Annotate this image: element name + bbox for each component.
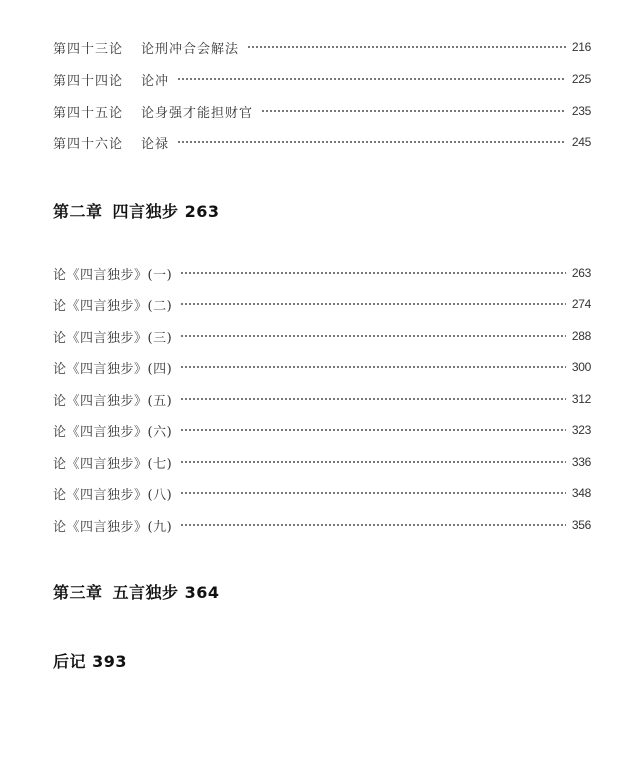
- dot-leader: [180, 460, 566, 464]
- afterword-page: 393: [92, 652, 127, 671]
- toc-entry-page: 263: [571, 266, 591, 280]
- toc-entry[interactable]: [53, 356, 591, 378]
- toc-entry[interactable]: [53, 325, 591, 347]
- toc-entry-title: 论身强才能担财官: [141, 105, 254, 121]
- toc-entry-page: 323: [571, 423, 591, 437]
- toc-entry-title: 论《四言独步》(八): [53, 487, 173, 503]
- toc-entry[interactable]: [53, 451, 591, 473]
- dot-leader: [177, 140, 566, 144]
- toc-entry-page: 274: [571, 297, 591, 311]
- toc-entry-title: 论《四言独步》(六): [53, 424, 173, 440]
- toc-entry[interactable]: [53, 419, 591, 441]
- toc-entry-title: 论《四言独步》(一): [53, 267, 173, 283]
- toc-entry-number: 第四十四论: [53, 73, 124, 89]
- toc-entry[interactable]: [53, 388, 591, 410]
- toc-entry[interactable]: [53, 293, 591, 315]
- toc-entry-page: 300: [571, 360, 591, 374]
- chapter-page: 364: [184, 583, 220, 602]
- toc-entry-page: 336: [571, 455, 591, 469]
- toc-entry-title: 论冲: [141, 73, 170, 89]
- dot-leader: [180, 365, 566, 369]
- toc-entry-page: 245: [571, 135, 591, 149]
- afterword-heading[interactable]: [53, 649, 127, 672]
- chapter-title: 四言独步: [112, 202, 179, 221]
- toc-entry-page: 288: [571, 329, 591, 343]
- toc-entry-number: 第四十六论: [53, 136, 124, 152]
- toc-entry-page: 312: [571, 392, 591, 406]
- toc-entry-title: 论《四言独步》(九): [53, 519, 173, 535]
- toc-entry-page: 216: [571, 40, 591, 54]
- dot-leader: [247, 45, 566, 49]
- dot-leader: [177, 77, 566, 81]
- toc-entry-title: 论《四言独步》(三): [53, 330, 173, 346]
- chapter-label: 第二章: [53, 202, 103, 221]
- toc-entry-title: 论禄: [141, 136, 170, 152]
- chapter-label: 第三章: [53, 583, 103, 602]
- toc-entry[interactable]: [53, 262, 591, 284]
- dot-leader: [180, 397, 566, 401]
- chapter-page: 263: [184, 202, 220, 221]
- toc-entry-title: 论《四言独步》(五): [53, 393, 173, 409]
- dot-leader: [180, 491, 566, 495]
- dot-leader: [180, 271, 566, 275]
- toc-entry-page: 356: [571, 518, 591, 532]
- toc-entry[interactable]: [53, 482, 591, 504]
- toc-entry-page: 225: [571, 72, 591, 86]
- toc-entry[interactable]: [53, 100, 591, 122]
- toc-entry-title: 论《四言独步》(二): [53, 298, 173, 314]
- toc-entry-number: 第四十三论: [53, 41, 124, 57]
- toc-entry[interactable]: [53, 514, 591, 536]
- toc-entry-page: 235: [571, 104, 591, 118]
- toc-entry[interactable]: [53, 131, 591, 153]
- chapter-title: 五言独步: [112, 583, 179, 602]
- toc-entry[interactable]: [53, 36, 591, 58]
- chapter-heading-2[interactable]: [53, 199, 220, 222]
- dot-leader: [180, 428, 566, 432]
- dot-leader: [261, 109, 566, 113]
- toc-entry-title: 论刑冲合会解法: [141, 41, 240, 57]
- dot-leader: [180, 302, 566, 306]
- toc-entry-title: 论《四言独步》(七): [53, 456, 173, 472]
- toc-entry-number: 第四十五论: [53, 105, 124, 121]
- toc-entry[interactable]: [53, 68, 591, 90]
- toc-entry-title: 论《四言独步》(四): [53, 361, 173, 377]
- chapter-heading-3[interactable]: [53, 580, 220, 603]
- toc-entry-page: 348: [571, 486, 591, 500]
- dot-leader: [180, 523, 566, 527]
- afterword-label: 后记: [53, 652, 87, 671]
- dot-leader: [180, 334, 566, 338]
